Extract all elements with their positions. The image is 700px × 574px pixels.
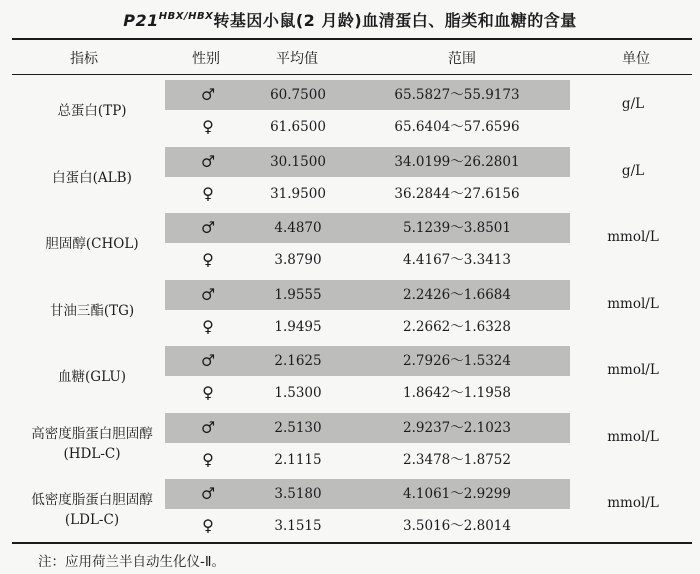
male-sex-symbol: ♂ [200,218,216,237]
male-range-value: 2.2426～1.6684 [403,286,511,303]
female-sex-symbol: ♀ [202,449,214,469]
female-range-value: 3.5016～2.8014 [403,518,511,534]
female-range-value: 65.6404～57.6596 [394,119,520,135]
female-sex-symbol: ♀ [202,183,214,203]
female-range-value: 4.4167～3.3413 [403,252,511,268]
female-range-value: 36.2844～27.6156 [394,185,520,202]
unit-label: mmol/L [607,362,659,378]
indicator-label: 高密度脂蛋白胆固醇 (HDL-C) [31,425,153,462]
male-mean-value: 60.7500 [270,87,326,103]
table-note: 注：应用荷兰半自动生化仪-Ⅱ。 [38,554,226,570]
female-mean-value: 1.9495 [274,318,322,335]
title-prefix: P21 [123,11,159,30]
unit-label: mmol/L [607,295,659,312]
male-mean-value: 4.4870 [274,220,322,236]
male-sex-symbol: ♂ [200,151,216,171]
indicator-label: 总蛋白(TP) [57,103,127,119]
header-range: 范围 [448,51,476,67]
header-rule [12,74,692,75]
male-range-value: 65.5827～55.9173 [394,87,520,103]
male-mean-value: 3.5180 [274,486,322,502]
female-mean-value: 31.9500 [270,185,326,202]
female-sex-symbol: ♀ [202,316,214,336]
unit-label: mmol/L [607,495,659,511]
table-title [0,8,700,31]
male-mean-value: 2.5130 [274,419,322,436]
header-unit: 单位 [622,51,650,67]
male-sex-symbol: ♂ [200,417,216,437]
male-range-value: 5.1239～3.8501 [403,220,511,236]
female-mean-value: 2.1115 [274,451,322,468]
female-sex-symbol: ♀ [202,117,214,136]
male-range-value: 2.7926～1.5324 [403,353,511,369]
male-range-value: 2.9237～2.1023 [403,419,511,436]
header-mean: 平均值 [276,51,318,67]
male-mean-value: 1.9555 [274,286,322,303]
male-range-value: 34.0199～26.2801 [394,153,520,170]
indicator-label: 白蛋白(ALB) [52,169,132,186]
male-mean-value: 2.1625 [274,353,322,369]
female-mean-value: 3.8790 [274,252,322,268]
indicator-label: 胆固醇(CHOL) [45,236,139,252]
unit-label: mmol/L [607,229,659,245]
title-text: 转基因小鼠(2 月龄)血清蛋白、脂类和血糖的含量 [213,11,577,30]
female-range-value: 2.2662～1.6328 [403,318,511,335]
female-mean-value: 3.1515 [274,518,322,534]
female-range-value: 1.8642～1.1958 [403,385,511,401]
top-rule [12,38,692,40]
male-mean-value: 30.1500 [270,153,326,170]
unit-label: g/L [621,162,645,179]
male-sex-symbol: ♂ [200,351,216,370]
female-mean-value: 61.6500 [270,119,326,135]
male-sex-symbol: ♂ [200,85,216,104]
indicator-label: 血糖(GLU) [58,369,126,385]
unit-label: mmol/L [607,428,659,445]
female-sex-symbol: ♀ [202,250,214,269]
title-superscript: HBX/HBX [158,11,214,22]
female-range-value: 2.3478～1.8752 [403,451,511,468]
female-sex-symbol: ♀ [202,383,214,402]
male-range-value: 4.1061～2.9299 [403,486,511,502]
female-sex-symbol: ♀ [202,516,214,535]
bottom-rule [12,542,692,544]
header-sex: 性别 [192,51,220,67]
header-indicator: 指标 [70,51,98,67]
male-sex-symbol: ♂ [200,484,216,503]
indicator-label: 低密度脂蛋白胆固醇 (LDL-C) [31,492,153,528]
indicator-label: 甘油三酯(TG) [49,302,135,319]
male-sex-symbol: ♂ [200,284,216,304]
female-mean-value: 1.5300 [274,385,322,401]
unit-label: g/L [621,96,645,112]
